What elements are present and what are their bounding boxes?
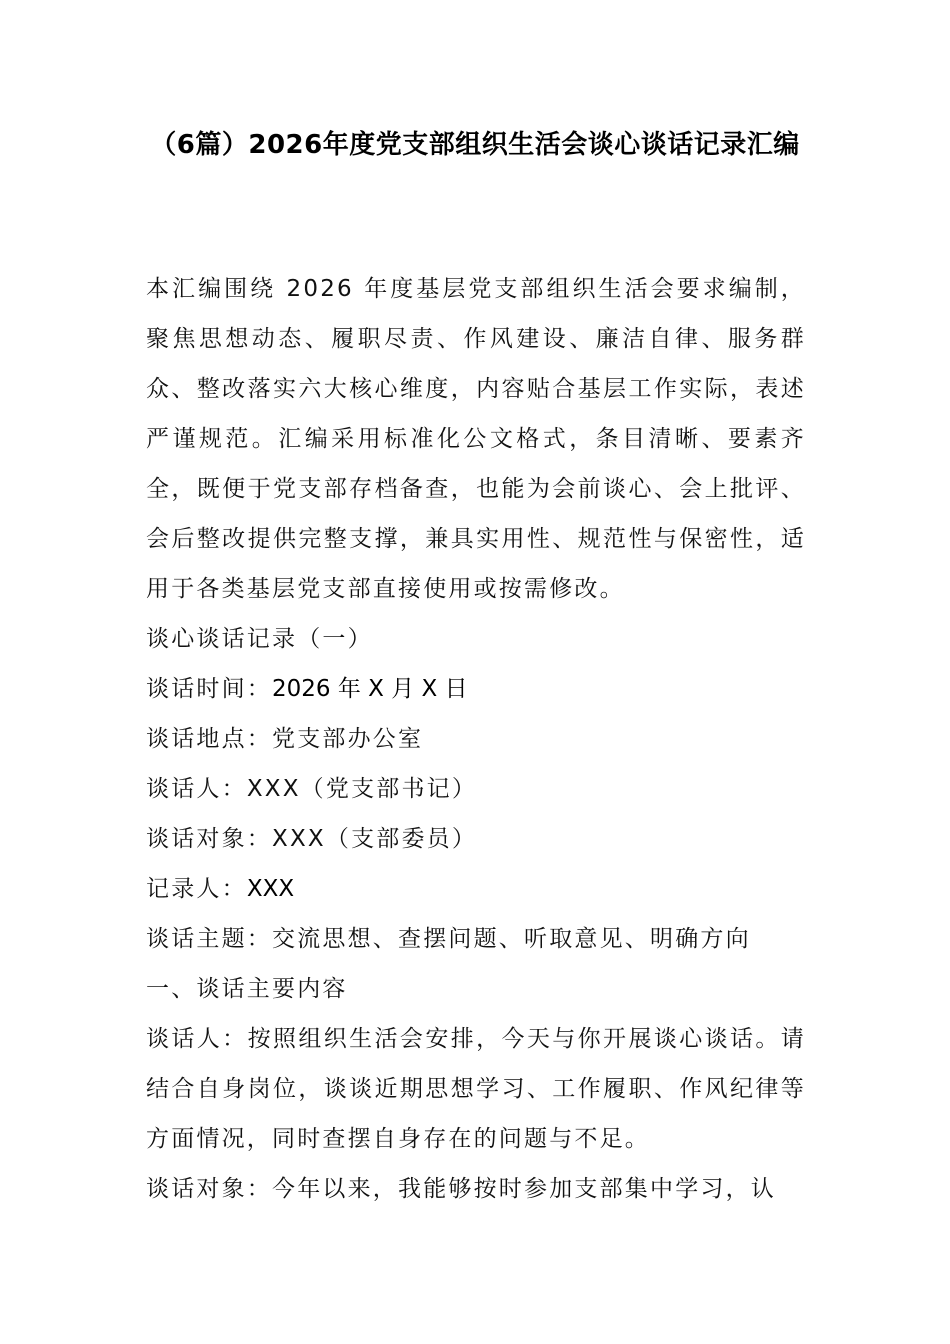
document-title: （6篇）2026年度党支部组织生活会谈心谈话记录汇编 [150, 130, 800, 160]
field-recorder-label: 记录人： [146, 876, 247, 902]
section-heading: 一、谈话主要内容 [146, 976, 348, 1002]
document-body [146, 264, 806, 1214]
field-target-label: 谈话对象： [146, 826, 272, 852]
field-place [146, 714, 806, 764]
field-target-value: XXX（支部委员） [272, 826, 478, 852]
field-time [146, 664, 806, 714]
field-place-label: 谈话地点： [146, 726, 272, 752]
dialogue-text: 今年以来，我能够按时参加支部集中学习，认 [272, 1176, 776, 1202]
field-talker-label: 谈话人： [146, 776, 247, 802]
field-recorder-value: XXX [246, 876, 295, 902]
field-time-value: 2026 年 X 月 X 日 [272, 676, 468, 702]
field-place-value: 党支部办公室 [272, 726, 424, 752]
field-target [146, 814, 806, 864]
record-heading: 谈心谈话记录（一） [146, 626, 373, 652]
dialogue-paragraph [146, 1014, 806, 1164]
dialogue-paragraph [146, 1164, 806, 1214]
field-topic-value: 交流思想、查摆问题、听取意见、明确方向 [272, 926, 751, 952]
field-topic [146, 914, 806, 964]
field-talker [146, 764, 806, 814]
dialogue-speaker: 谈话人： [146, 1026, 248, 1052]
dialogue-speaker: 谈话对象： [146, 1176, 272, 1202]
field-talker-value: XXX（党支部书记） [246, 776, 478, 802]
field-recorder [146, 864, 806, 914]
field-topic-label: 谈话主题： [146, 926, 272, 952]
intro-paragraph: 本汇编围绕 2026 年度基层党支部组织生活会要求编制，聚焦思想动态、履职尽责、作风建设、廉洁自律、服务群众、整改落实六大核心维度，内容贴合基层工作实际，表述严谨规范。汇编采用标准化公文格式，条目清晰、要素齐全，既便于党支部存档备查，也能为会前谈心、会上批评、会后整改提供完整支撑，兼具实用性、规范性与保密性，适用于各类基层党支部直接使用或按需修改。 [146, 276, 806, 602]
field-time-label: 谈话时间： [146, 676, 272, 702]
dialogue-text: 按照组织生活会安排，今天与你开展谈心谈话。请结合自身岗位，谈谈近期思想学习、工作履职、作风纪律等方面情况，同时查摆自身存在的问题与不足。 [146, 1026, 806, 1152]
